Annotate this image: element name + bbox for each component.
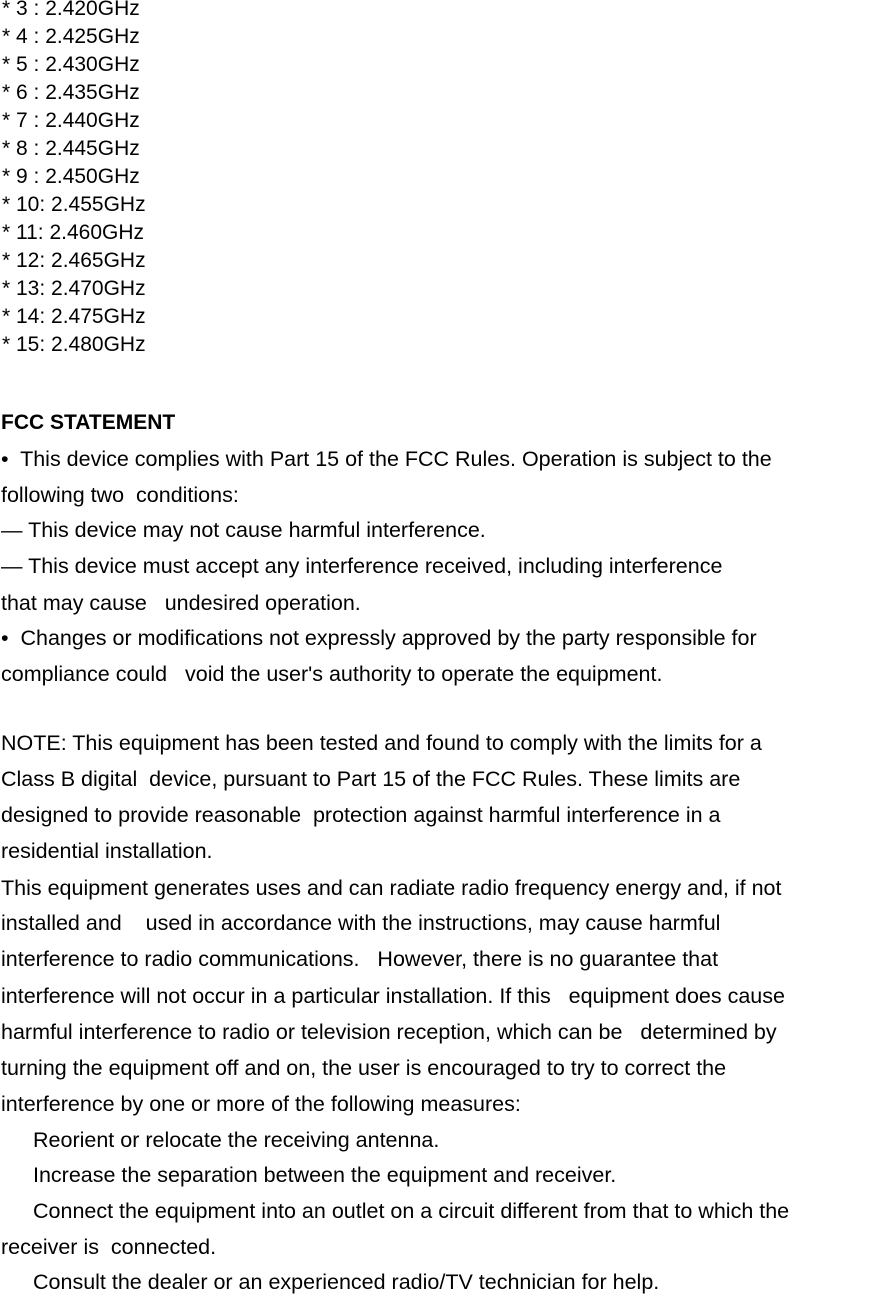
channel-item: * 14: 2.475GHz [2,305,146,328]
measure-consult: Consult the dealer or an experienced radio/TV technician for help. [33,1270,660,1294]
note-line: Class B digital device, pursuant to Part 15 of the FCC Rules. These limits are [1,767,741,791]
channel-item: * 7 : 2.440GHz [2,109,140,132]
fcc-bullet-changes-cont: compliance could void the user's authority to operate the equipment. [1,662,663,686]
fcc-bullet-compliance-cont: following two conditions: [1,483,239,507]
channel-item: * 5 : 2.430GHz [2,53,140,76]
fcc-condition-2-cont: that may cause undesired operation. [1,591,361,615]
note-line: interference to radio communications. However, there is no guarantee that [1,947,719,971]
note-line: harmful interference to radio or television reception, which can be determined by [1,1020,777,1044]
channel-item: * 12: 2.465GHz [2,249,146,272]
channel-item: * 3 : 2.420GHz [2,0,140,20]
note-line: interference will not occur in a particular installation. If this equipment does cause [1,984,785,1008]
channel-item: * 8 : 2.445GHz [2,137,140,160]
channel-item: * 4 : 2.425GHz [2,25,140,48]
fcc-condition-1: — This device may not cause harmful interference. [1,518,486,542]
note-line: designed to provide reasonable protection against harmful interference in a [1,803,721,827]
note-line: residential installation. [1,839,213,863]
channel-item: * 11: 2.460GHz [2,221,145,244]
measure-outlet-cont: receiver is connected. [1,1235,217,1259]
note-line: interference by one or more of the following measures: [1,1092,521,1116]
channel-item: * 6 : 2.435GHz [2,81,140,104]
measure-reorient: Reorient or relocate the receiving antenna. [33,1128,440,1152]
channel-item: * 9 : 2.450GHz [2,165,140,188]
note-line: This equipment generates uses and can radiate radio frequency energy and, if not [1,876,782,900]
fcc-heading: FCC STATEMENT [1,411,176,434]
measure-separation: Increase the separation between the equipment and receiver. [33,1163,617,1187]
fcc-condition-2: — This device must accept any interference received, including interference [1,554,723,578]
fcc-bullet-compliance: • This device complies with Part 15 of the FCC Rules. Operation is subject to the [1,447,772,471]
fcc-bullet-changes: • Changes or modifications not expressly approved by the party responsible for [1,626,757,650]
measure-outlet: Connect the equipment into an outlet on a circuit different from that to which the [33,1199,790,1223]
note-line: turning the equipment off and on, the user is encouraged to try to correct the [1,1056,727,1080]
note-line: installed and used in accordance with the instructions, may cause harmful [1,911,721,935]
channel-item: * 13: 2.470GHz [2,277,146,300]
note-line: NOTE: This equipment has been tested and found to comply with the limits for a [1,731,762,755]
channel-item: * 15: 2.480GHz [2,333,146,356]
channel-item: * 10: 2.455GHz [2,193,146,216]
